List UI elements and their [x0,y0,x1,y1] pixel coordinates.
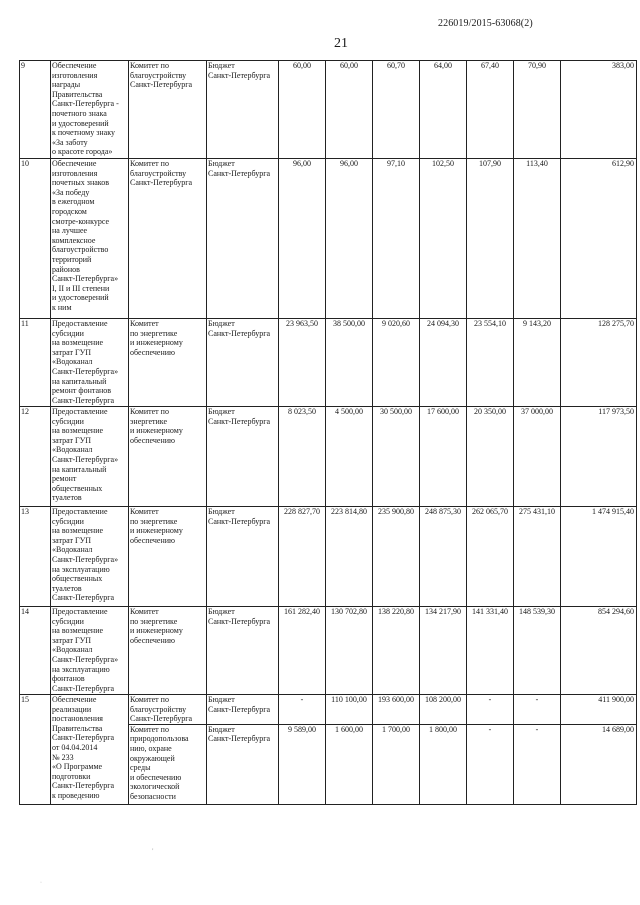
amount-cell: - [467,695,514,725]
amount-cell: 235 900,80 [373,507,420,607]
funding-source: Бюджет Санкт-Петербурга [207,61,279,159]
measure-name: Обеспечение реализации постановления Правительства Санкт-Петербурга от 04.04.2014 № 233 «О Программе подготовки Санкт-Петербурга к проведению [51,695,129,805]
amount-cell: 612,90 [561,159,637,319]
amount-cell: - [514,724,561,804]
amount-cell: 96,00 [326,159,373,319]
responsible-committee: Комитет по благоустройству Санкт-Петербурга [129,159,207,319]
amount-cell: 854 294,60 [561,607,637,695]
amount-cell: 141 331,40 [467,607,514,695]
measure-name: Обеспечение изготовления награды Правительства Санкт-Петербурга - почетного знака и удостоверений к почетному знаку «За заботу о красоте города» [51,61,129,159]
amount-cell: - [514,695,561,725]
table-row [20,695,637,725]
responsible-committee: Комитет по энергетике и инженерному обеспечению [129,507,207,607]
amount-cell: 97,10 [373,159,420,319]
scan-mark: , [152,845,154,851]
row-number: 12 [20,407,51,507]
amount-cell: - [279,695,326,725]
amount-cell: 9 020,60 [373,319,420,407]
amount-cell: 20 350,00 [467,407,514,507]
amount-cell: 108 200,00 [420,695,467,725]
amount-cell: 228 827,70 [279,507,326,607]
amount-cell: 223 814,80 [326,507,373,607]
amount-cell: 110 100,00 [326,695,373,725]
amount-cell: 117 973,50 [561,407,637,507]
funding-source: Бюджет Санкт-Петербурга [207,507,279,607]
amount-cell: 30 500,00 [373,407,420,507]
row-number: 15 [20,695,51,805]
amount-cell: 9 589,00 [279,724,326,804]
amount-cell: 23 963,50 [279,319,326,407]
amount-cell: 113,40 [514,159,561,319]
measure-name: Предоставление субсидии на возмещение затрат ГУП «Водоканал Санкт-Петербурга» на эксплуатацию общественных туалетов Санкт-Петербурга [51,507,129,607]
table-row [20,319,637,407]
scan-mark: · [40,880,42,886]
amount-cell: 107,90 [467,159,514,319]
funding-source: Бюджет Санкт-Петербурга [207,159,279,319]
document-number: 226019/2015-63068(2) [438,18,533,29]
amount-cell: 60,00 [326,61,373,159]
table-row [20,607,637,695]
amount-cell: 1 474 915,40 [561,507,637,607]
funding-source: Бюджет Санкт-Петербурга [207,319,279,407]
table-row [20,507,637,607]
amount-cell: 37 000,00 [514,407,561,507]
amount-cell: 1 700,00 [373,724,420,804]
amount-cell: 411 900,00 [561,695,637,725]
row-number: 10 [20,159,51,319]
funding-source: Бюджет Санкт-Петербурга [207,695,279,725]
amount-cell: 148 539,30 [514,607,561,695]
row-number: 9 [20,61,51,159]
responsible-committee: Комитет по благоустройству Санкт-Петербурга [129,695,207,725]
table-row [20,407,637,507]
amount-cell: 383,00 [561,61,637,159]
row-number: 14 [20,607,51,695]
amount-cell: 67,40 [467,61,514,159]
amount-cell: 64,00 [420,61,467,159]
table-row [20,159,637,319]
amount-cell: 1 800,00 [420,724,467,804]
table-body [20,61,637,805]
amount-cell: 134 217,90 [420,607,467,695]
amount-cell: 130 702,80 [326,607,373,695]
measure-name: Предоставление субсидии на возмещение затрат ГУП «Водоканал Санкт-Петербурга» на эксплуатацию фонтанов Санкт-Петербурга [51,607,129,695]
table-row [20,61,637,159]
amount-cell: - [467,724,514,804]
funding-source: Бюджет Санкт-Петербурга [207,407,279,507]
amount-cell: 60,70 [373,61,420,159]
amount-cell: 102,50 [420,159,467,319]
responsible-committee: Комитет по природопользова нию, охране окружающей среды и обеспечению экологической безопасности [129,724,207,804]
amount-cell: 8 023,50 [279,407,326,507]
amount-cell: 275 431,10 [514,507,561,607]
budget-table [19,60,637,805]
page-number: 21 [334,36,348,51]
amount-cell: 193 600,00 [373,695,420,725]
responsible-committee: Комитет по энергетике и инженерному обеспечению [129,607,207,695]
amount-cell: 9 143,20 [514,319,561,407]
row-number: 11 [20,319,51,407]
amount-cell: 24 094,30 [420,319,467,407]
amount-cell: 248 875,30 [420,507,467,607]
amount-cell: 60,00 [279,61,326,159]
measure-name: Предоставление субсидии на возмещение затрат ГУП «Водоканал Санкт-Петербурга» на капитальный ремонт фонтанов Санкт-Петербурга [51,319,129,407]
measure-name: Предоставление субсидии на возмещение затрат ГУП «Водоканал Санкт-Петербурга» на капитальный ремонт общественных туалетов [51,407,129,507]
amount-cell: 161 282,40 [279,607,326,695]
amount-cell: 23 554,10 [467,319,514,407]
amount-cell: 38 500,00 [326,319,373,407]
amount-cell: 1 600,00 [326,724,373,804]
amount-cell: 262 065,70 [467,507,514,607]
amount-cell: 96,00 [279,159,326,319]
amount-cell: 138 220,80 [373,607,420,695]
row-number: 13 [20,507,51,607]
funding-source: Бюджет Санкт-Петербурга [207,607,279,695]
responsible-committee: Комитет по энергетике и инженерному обеспечению [129,407,207,507]
responsible-committee: Комитет по благоустройству Санкт-Петербурга [129,61,207,159]
responsible-committee: Комитет по энергетике и инженерному обеспечению [129,319,207,407]
amount-cell: 70,90 [514,61,561,159]
amount-cell: 17 600,00 [420,407,467,507]
amount-cell: 4 500,00 [326,407,373,507]
funding-source: Бюджет Санкт-Петербурга [207,724,279,804]
amount-cell: 14 689,00 [561,724,637,804]
measure-name: Обеспечение изготовления почетных знаков «За победу в ежегодном городском смотре-конкурсе на лучшее комплексное благоустройство территорий районов Санкт-Петербурга» I, II и III степени и удостоверений к ним [51,159,129,319]
amount-cell: 128 275,70 [561,319,637,407]
